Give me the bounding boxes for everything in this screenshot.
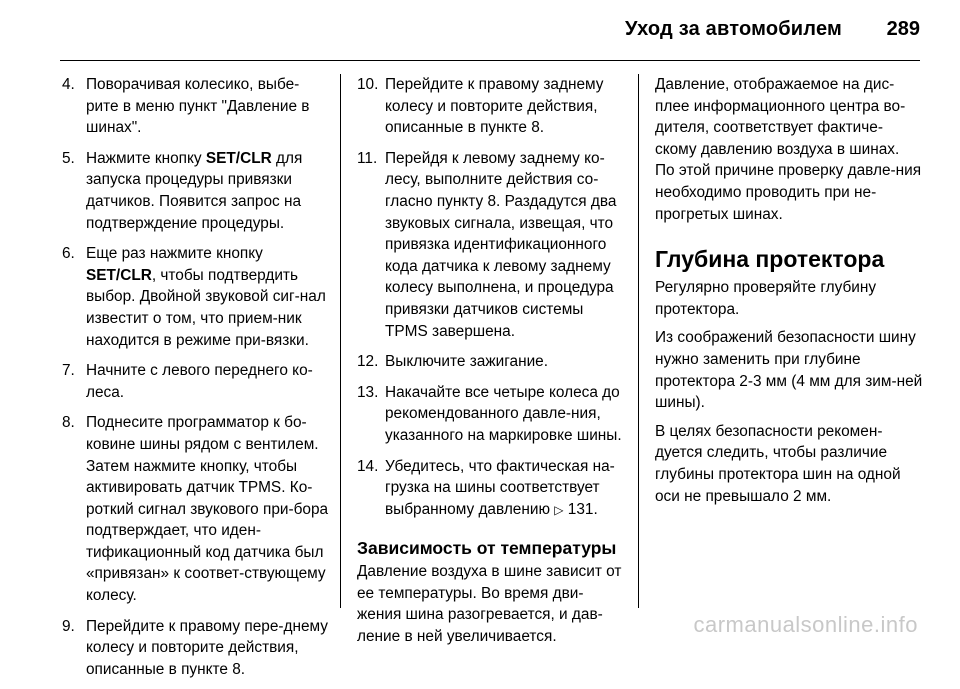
column-3 — [655, 74, 923, 514]
step-number: 4. — [62, 76, 75, 93]
steps-list-2 — [357, 74, 623, 521]
step-text: Выключите зажигание. — [385, 353, 549, 371]
step-text: Перейдите к правому заднему колесу и повторите действия, описанные в пункте 8. — [385, 76, 604, 137]
step-13 — [357, 382, 623, 447]
step-text: Начните с левого переднего ко-леса. — [86, 362, 313, 401]
page-number: 289 — [886, 18, 920, 40]
step-6 — [62, 243, 330, 351]
page-reference-link[interactable]: 131. — [563, 500, 598, 518]
step-8 — [62, 412, 330, 606]
step-number: 9. — [62, 617, 75, 635]
column-divider-2 — [638, 74, 639, 608]
step-12 — [357, 351, 623, 373]
step-number: 6. — [62, 245, 75, 263]
step-number: 13. — [357, 383, 379, 401]
step-text: Накачайте все четыре колеса до рекомендованного давле-ния, указанного на маркировке шины. — [385, 383, 622, 444]
step-7 — [62, 360, 330, 403]
paragraph-replace-tire: Из соображений безопасности шину нужно заменить при глубине протектора 2-3 мм (4 мм для зим-ней шины). — [655, 329, 923, 412]
button-name-set-clr: SET/CLR — [86, 266, 152, 284]
section-heading-tread-depth: Глубина протектора — [655, 246, 885, 273]
step-number: 12. — [357, 353, 379, 371]
page-reference-arrow-icon: ▷ — [554, 502, 564, 517]
column-1 — [62, 74, 330, 689]
steps-list-1 — [62, 74, 330, 680]
page-header — [0, 0, 960, 66]
column-divider-1 — [340, 74, 341, 608]
step-text: Поднесите программатор к бо-ковине шины рядом с вентилем. Затем нажмите кнопку, чтобы активировать датчик TPMS. Ко-роткий сигнал звукового при-бора подтверждает, что иден-тификационный код датчика был «привязан» к соответ-ствующему колесу. — [86, 414, 329, 605]
paragraph-tread-difference: В целях безопасности рекомен-дуется следить, чтобы различие глубины протектора шин на одной оси не превышало 2 мм. — [655, 422, 901, 505]
step-9 — [62, 616, 330, 681]
watermark: carmanualsonline.info — [693, 612, 918, 637]
step-10 — [357, 74, 623, 139]
step-number: 14. — [357, 457, 379, 475]
paragraph-check-tread: Регулярно проверяйте глубину протектора. — [655, 279, 877, 318]
step-text: Перейдите к правому пере-днему колесу и повторите действия, описанные в пункте 8. — [86, 617, 329, 678]
step-11 — [357, 148, 623, 342]
section-paragraph: Давление воздуха в шине зависит от ее температуры. Во время дви-жения шина разогревается, и дав-ление в ней увеличивается. — [357, 563, 622, 646]
step-number: 11. — [357, 149, 378, 167]
step-4 — [62, 74, 330, 139]
step-14 — [357, 456, 623, 522]
step-text: Перейдя к левому заднему ко-лесу, выполните действия со-гласно пункту 8. Раздадутся два звуковых сигнала, извещая, что привязка идентификационного кода датчика к левому заднему колесу выполнена, и процедура привязки датчиков системы TPMS завершена. — [385, 149, 617, 340]
step-text-pre: Убедитесь, что фактическая на-грузка на шины соответствует выбранному давлению — [385, 457, 615, 518]
step-number: 5. — [62, 149, 75, 167]
step-number: 10. — [357, 76, 379, 93]
column-2 — [357, 74, 623, 655]
step-number: 7. — [62, 362, 75, 380]
step-text-post: , чтобы подтвердить выбор. Двойной звуковой сиг-нал известит о том, что прием-ник находится в режиме при-вязки. — [86, 266, 326, 349]
step-text-pre: Еще раз нажмите кнопку — [86, 245, 263, 263]
step-5 — [62, 148, 330, 234]
step-text: Поворачивая колесико, выбе-рите в меню пункт "Давление в шинах". — [86, 76, 310, 137]
step-number: 8. — [62, 414, 75, 432]
header-rule — [60, 60, 920, 61]
page-title: Уход за автомобилем — [624, 18, 842, 40]
step-text-pre: Нажмите кнопку — [86, 149, 206, 167]
button-name-set-clr: SET/CLR — [205, 149, 272, 167]
step-text-post: для запуска процедуры привязки датчиков. Появится запрос на подтверждение процедуры. — [86, 149, 303, 232]
section-heading-temperature: Зависимость от температуры — [357, 538, 617, 559]
paragraph-pressure-display: Давление, отображаемое на дис-плее информационного центра во-дителя, соответствует фактиче-скому давлению воздуха в шинах. По этой причине проверку давле-ния необходимо проводить при не-прогретых шинах. — [655, 76, 922, 223]
